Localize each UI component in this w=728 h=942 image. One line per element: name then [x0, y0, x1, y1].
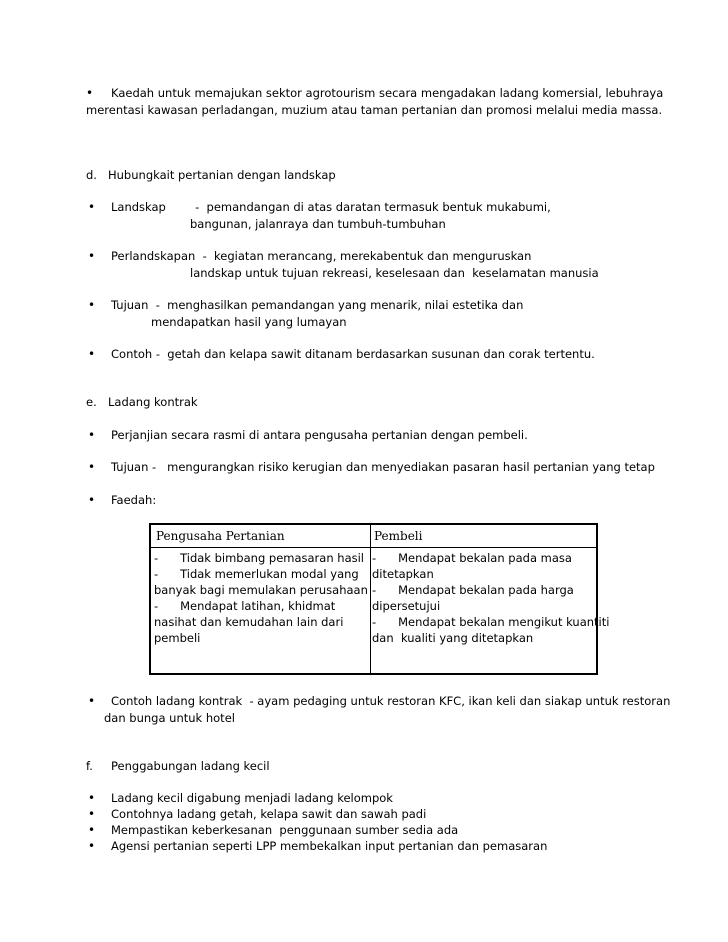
section-d-heading: Hubungkait pertanian dengan landskap [108, 168, 336, 182]
faedah-table [149, 523, 610, 675]
bullet-icon: • [88, 298, 96, 312]
perjanjian-line: Perjanjian secara rasmi di antara pengusaha pertanian dengan pembeli. [111, 428, 528, 442]
table-cell-line: pembeli [154, 631, 201, 645]
tujuan-line-2: mendapatkan hasil yang lumayan [151, 315, 347, 329]
landskap-line-2: bangunan, jalanraya dan tumbuh-tumbuhan [190, 217, 446, 231]
bullet-icon: • [86, 86, 94, 100]
perlandskapan-line-1: Perlandskapan - kegiatan merancang, merekabentuk dan menguruskan [111, 249, 532, 263]
table-cell-line: - Mendapat bekalan mengikut kuantiti [372, 615, 610, 629]
table-cell-line: - Mendapat latihan, khidmat [154, 599, 336, 613]
table-cell-line: - Tidak bimbang pemasaran hasil [154, 551, 364, 565]
tujuan-e-line: Tujuan - mengurangkan risiko kerugian dan menyediakan pasaran hasil pertanian yang tetap [111, 460, 655, 474]
bullet-icon: • [88, 249, 96, 263]
list-item: Mempastikan keberkesanan penggunaan sumber sedia ada [111, 823, 459, 837]
section-f-marker: f. [86, 759, 93, 773]
faedah-label: Faedah: [111, 493, 157, 507]
bullet-icon: • [88, 839, 96, 853]
table-cell-line: - Tidak memerlukan modal yang [154, 567, 359, 581]
section-e-heading: Ladang kontrak [108, 395, 198, 409]
table-cell-line: dipersetujui [372, 599, 441, 613]
landskap-line-1: Landskap - pemandangan di atas daratan termasuk bentuk mukabumi, [111, 200, 551, 214]
list-item: Ladang kecil digabung menjadi ladang kelompok [111, 791, 393, 805]
bullet-icon: • [88, 694, 96, 708]
table-header-pengusaha: Pengusaha Pertanian [156, 529, 285, 543]
table-cell-line: ditetapkan [372, 567, 434, 581]
section-e-marker: e. [86, 395, 97, 409]
bullet-icon: • [88, 347, 96, 361]
bullet-icon: • [88, 493, 96, 507]
bullet-icon: • [88, 460, 96, 474]
table-cell-line: banyak bagi memulakan perusahaan [154, 583, 368, 597]
example-line-2: dan bunga untuk hotel [104, 711, 235, 725]
bullet-icon: • [88, 791, 96, 805]
perlandskapan-line-2: landskap untuk tujuan rekreasi, keselesaan dan keselamatan manusia [190, 266, 599, 280]
bullet-icon: • [88, 428, 96, 442]
bullet-icon: • [88, 807, 96, 821]
contoh-line: Contoh - getah dan kelapa sawit ditanam berdasarkan susunan dan corak tertentu. [111, 347, 595, 361]
example-line-1: Contoh ladang kontrak - ayam pedaging untuk restoran KFC, ikan keli dan siakap untuk restoran [111, 694, 671, 708]
section-d-marker: d. [86, 168, 97, 182]
list-item: Agensi pertanian seperti LPP membekalkan input pertanian dan pemasaran [111, 839, 548, 853]
table-header-divider [151, 547, 596, 548]
intro-line-2: merentasi kawasan perladangan, muzium atau taman pertanian dan promosi melalui media massa. [86, 103, 663, 117]
section-f-heading: Penggabungan ladang kecil [111, 759, 270, 773]
list-item: Contohnya ladang getah, kelapa sawit dan sawah padi [111, 807, 427, 821]
table-cell-line: - Mendapat bekalan pada harga [372, 583, 574, 597]
table-header-pembeli: Pembeli [374, 529, 423, 543]
table-cell-line: dan kualiti yang ditetapkan [372, 631, 534, 645]
table-cell-line: nasihat dan kemudahan lain dari [154, 615, 344, 629]
bullet-icon: • [88, 823, 96, 837]
intro-line-1: Kaedah untuk memajukan sektor agrotourism secara mengadakan ladang komersial, lebuhraya [111, 86, 664, 100]
bullet-icon: • [88, 200, 96, 214]
tujuan-line-1: Tujuan - menghasilkan pemandangan yang menarik, nilai estetika dan [111, 298, 524, 312]
table-cell-line: - Mendapat bekalan pada masa [372, 551, 572, 565]
